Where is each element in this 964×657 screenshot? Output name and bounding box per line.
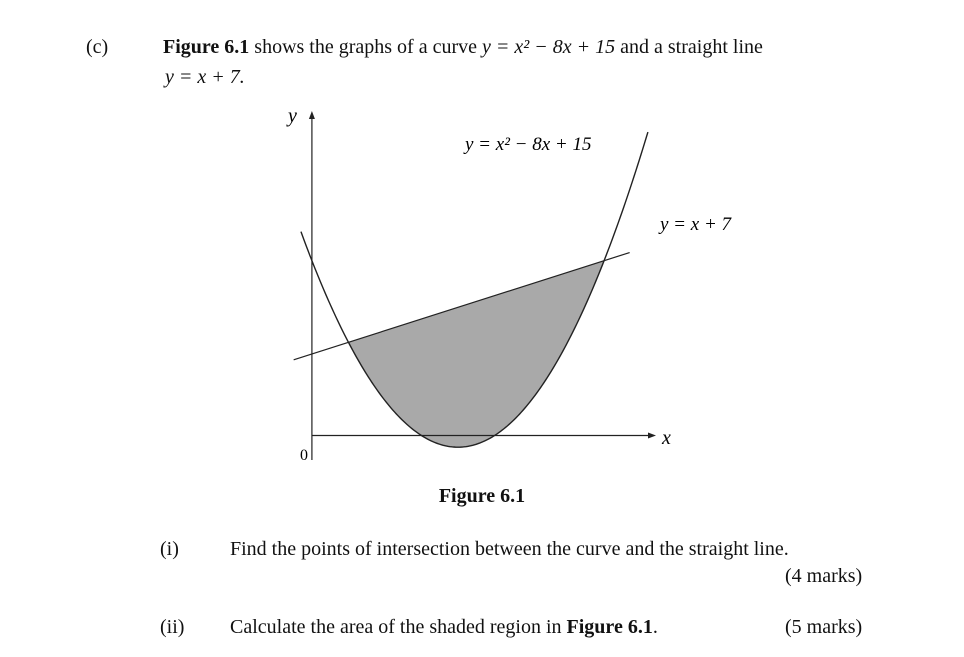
curve-label: y = x² − 8x + 15 (465, 134, 592, 155)
subpart-i-label: (i) (160, 538, 179, 560)
subpart-i-text: Find the points of intersection between the curve and the straight line. (230, 538, 789, 560)
subpart-i-marks: (4 marks) (785, 565, 863, 587)
subpart-ii-text (230, 616, 658, 639)
x-axis-arrow (648, 433, 656, 439)
subpart-ii-figure-ref: Figure 6.1 (566, 616, 653, 638)
line-label: y = x + 7 (660, 214, 732, 235)
shaded-region (348, 261, 604, 447)
figure-ref: Figure 6.1 (163, 36, 250, 58)
curve-equation: y = x² − 8x + 15 (482, 36, 616, 58)
y-axis-label: y (288, 105, 297, 127)
subpart-ii-label: (ii) (160, 616, 185, 638)
subpart-ii-text-b: . (652, 616, 658, 638)
origin-label: 0 (300, 447, 308, 464)
intro-text: shows the graphs of a curve (254, 36, 478, 58)
subpart-ii-marks: (5 marks) (785, 616, 863, 638)
part-label: (c) (86, 36, 109, 58)
y-axis-arrow (309, 111, 315, 119)
figure-caption: Figure 6.1 (438, 485, 526, 507)
line-equation: y = x + 7. (165, 66, 245, 88)
mid-text: and a straight line (620, 36, 763, 58)
x-axis-label: x (662, 427, 671, 449)
subpart-ii-text-a: Calculate the area of the shaded region in (230, 616, 567, 638)
